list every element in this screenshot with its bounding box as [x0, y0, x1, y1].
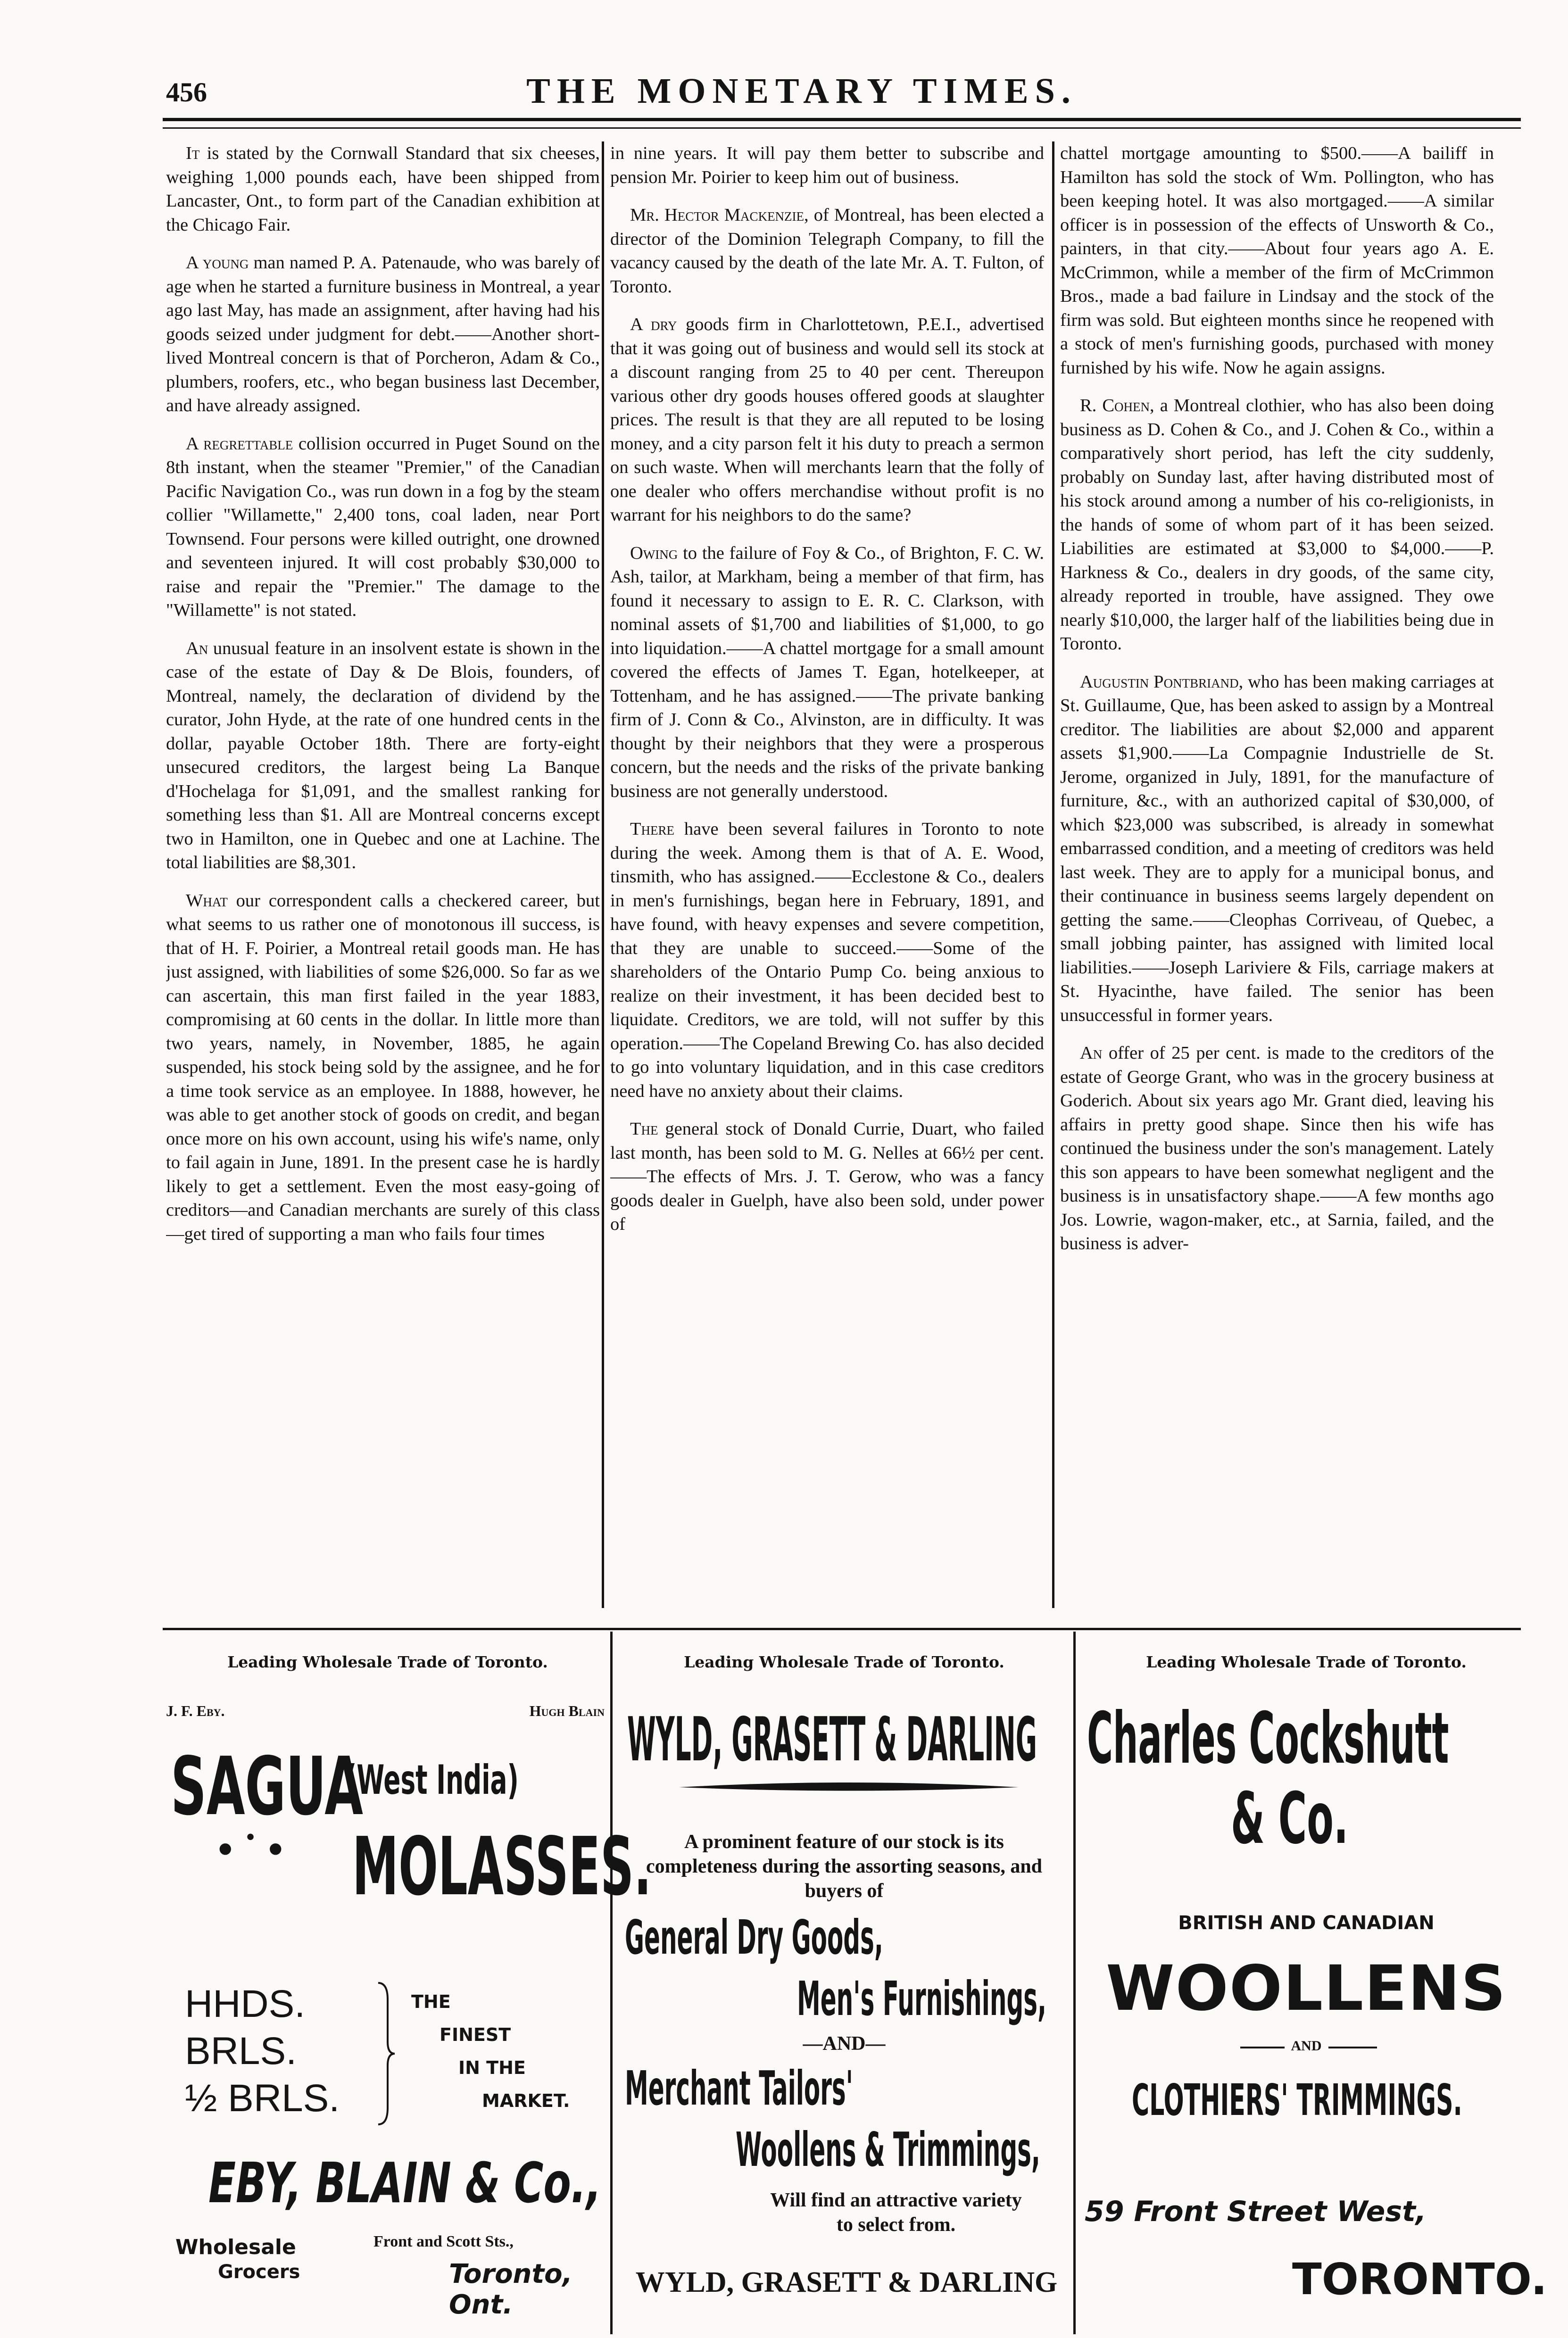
cockshutt-sub: BRITISH AND CANADIAN: [1178, 1912, 1435, 1934]
wyld-and: —AND—: [803, 2033, 886, 2055]
paragraph-lead: A young: [186, 253, 249, 273]
west-india-label: (West India): [345, 1757, 519, 1804]
ad-wyld-grasett: [622, 1679, 1066, 2330]
paragraph-lead: R. Cohen: [1080, 396, 1150, 415]
paragraph-text: to the failure of Foy & Co., of Brighton, F. C. W. Ash, tailor, at Markham, being a member of that firm, has found it necessary to assign to E. R. C. Clarkson, with nominal assets of $1,700 and liabilities of $1,000, to go into liquidation.——A chattel mortgage for a small amount covered the effects of James T. Egan, hotelkeeper, at Tottenham, and he has assigned.——The private banking firm of J. Conn & Co., Alvinston, are in difficulty. It was thought by their neighbors that they were a prosperous concern, but the needs and the risks of the private banking business are not generally understood.: [610, 543, 1044, 801]
paragraph-text: collision occurred in Puget Sound on the 8th instant, when the steamer "Premier," of the Canadian Pacific Navigation Co., was run down in a fog by the steam collier "Willamette," 2,400 tons, coal laden, near Port Townsend. Four persons were killed outright, one drowned and seventeen injured. It will cost probably $30,000 to raise and repair the "Premier." The damage to the "Willamette" is not stated.: [166, 433, 600, 620]
article-paragraph: [610, 1117, 1044, 1236]
paragraph-text: general stock of Donald Currie, Duart, who failed last month, has been sold to M. G. Nelles at 66½ per cent.——The effects of Mrs. J. T. Gerow, who was a fancy goods dealer in Guelph, have also been sold, under power of: [610, 1119, 1044, 1234]
masthead-title: THE MONETARY TIMES.: [526, 71, 1077, 111]
sizes-list: [185, 1981, 340, 2122]
article-paragraph: [1060, 1041, 1494, 1256]
finest-line-3: IN THE: [458, 2057, 526, 2078]
cockshutt-woollens: WOOLLENS: [1106, 1952, 1507, 2025]
size-hhds: HHDS.: [185, 1982, 306, 2025]
paragraph-text: have been several failures in Toronto to note during the week. Among them is that of A. E. Wood, tinsmith, who has assigned.——Ecclestone & Co., dealers in men's furnishings, began here in February, 1891, and have found, with heavy expenses and severe competition, that they are unable to succeed.——Some of the shareholders of the Ontario Pump Co. being anxious to realize on their investment, it has been decided best to liquidate. Creditors, we are told, will not suffer by this operation.——The Copeland Brewing Co. has also decided to go into voluntary liquidation, and in this case creditors need have no anxiety about their claims.: [610, 819, 1044, 1101]
brace-icon: [373, 1981, 397, 2127]
article-column-2: [610, 141, 1044, 1608]
paragraph-text: goods firm in Charlottetown, P.E.I., advertised that it was going out of business and would sell its stock at a discount ranging from 25 to 40 per cent. Thereupon various other dry goods houses offered goods at slaughter prices. The result is that they are all reputed to be losing money, and a city parson felt it his duty to preach a sermon on such waste. When will merchants learn that the folly of one dealer who offers merchandise without profit is no warrant for his neighbors to do the same?: [610, 315, 1044, 525]
dots-ornament-icon: • ˙ •: [218, 1826, 283, 1873]
molasses-heading: MOLASSES.: [352, 1820, 652, 1914]
paragraph-lead: What: [186, 890, 228, 911]
wyld-intro: A prominent feature of our stock is its completeness during the assorting seasons, and buyers of: [646, 1831, 1043, 1902]
paragraph-text: unusual feature in an insolvent estate is shown in the case of the estate of Day & De Blois, founders, of Montreal, namely, the declaration of dividend by the curator, John Hyde, at the rate of one hundred cents in the dollar, payable October 18th. There are forty-eight unsecured creditors, the largest being La Banque d'Hochelaga for $1,091, and the smallest ranking for something less than $1. All are Montreal concerns except two in Hamilton, one in Quebec and one at Lachine. The total liabilities are $8,301.: [166, 638, 600, 872]
paragraph-lead: There: [630, 819, 675, 839]
paragraph-lead: Mr. Hector Mackenzie: [630, 205, 805, 225]
paragraph-lead: A dry: [630, 315, 677, 334]
eby-city: Toronto, Ont.: [449, 2259, 572, 2320]
paragraph-lead: An: [1080, 1043, 1103, 1063]
paragraph-text: man named P. A. Patenaude, who was barely of age when he started a furniture business in Montreal, a year ago last May, has made an assignment, after having had his goods seized under judgment for debt.——Another short-lived Montreal concern is that of Porcheron, Adam & Co., plumbers, roofers, etc., who began business last December, and have already assigned.: [166, 253, 600, 415]
article-paragraph: [1060, 141, 1494, 380]
paragraph-text: , who has been making carriages at St. Guillaume, Que, has been asked to assign by a Montreal creditor. The liabilities are about $2,000 and apparent assets $1,900.——La Compagnie Industrielle de St. Jerome, organized in July, 1891, for the manufacture of furniture, &c., with an authorized capital of $30,000, of which $23,000 was subscribed, is already in somewhat embarrassed condition, and a meeting of creditors was held last week. They are to apply for a municipal bonus, and their continuance in business seems largely dependent on getting the same.——Cleophas Corriveau, of Quebec, a small jobbing painter, has assigned with limited local liabilities.——Joseph Lariviere & Fils, carriage makers at St. Hyacinthe, have failed. The senior has been unsuccessful in former years.: [1060, 672, 1494, 1025]
paragraph-text: offer of 25 per cent. is made to the creditors of the estate of George Grant, who was in the grocery business at Goderich. About six years ago Mr. Grant died, leaving his affairs in pretty good shape. Since then his wife has continued the business under the son's management. Lately this son appears to have been somewhat negligent and the business is in unsatisfactory shape.——A few months ago Jos. Lowrie, wagon-maker, etc., at Sarnia, failed, and the business is adver-: [1060, 1043, 1494, 1253]
paragraph-text: , a Montreal clothier, who has also been doing business as D. Cohen & Co., and J. Cohen & Co., within a comparatively short period, has left the city suddenly, probably on Sunday last, after having distributed most of his stock around among a number of his co-religionists, in the hands of some of whom part of it has been seized. Liabilities are estimated at $3,000 to $4,000.——P. Harkness & Co., dealers in dry goods, of the same city, already reported in trouble, have assigned. They owe nearly $10,000, the larger half of the liabilities being due in Toronto.: [1060, 396, 1494, 654]
article-column-1: [166, 141, 600, 1608]
article-paragraph: [166, 251, 600, 418]
article-paragraph: [166, 637, 600, 875]
paragraph-lead: A regrettable: [186, 433, 293, 454]
swash-rule-icon: [679, 1780, 1019, 1794]
wyld-merchant-tailors: Merchant Tailors': [625, 2061, 853, 2116]
wyld-outro: Will find an attractive variety to select from.: [770, 2189, 1022, 2236]
wyld-mens-furnishings: Men's Furnishings,: [797, 1971, 1047, 2026]
size-half-brls: ½ BRLS.: [185, 2077, 340, 2120]
paragraph-text: is stated by the Cornwall Standard that six cheeses, weighing 1,000 pounds each, have been shipped from Lancaster, Ont., to form part of the Canadian exhibition at the Chicago Fair.: [166, 143, 600, 235]
paragraph-lead: Augustin Pontbriand: [1080, 672, 1239, 692]
ad-section-label-3: Leading Wholesale Trade of Toronto.: [1146, 1653, 1467, 1671]
ad-cockshutt: [1085, 1679, 1547, 2330]
cockshutt-address: 59 Front Street West,: [1085, 2195, 1427, 2228]
paragraph-lead: It: [186, 143, 200, 163]
article-paragraph: [166, 432, 600, 622]
paragraph-lead: An: [186, 638, 208, 658]
ad-section-label-1: Leading Wholesale Trade of Toronto.: [227, 1653, 548, 1671]
sagua-heading: SAGUA: [171, 1740, 363, 1833]
eby-address: Front and Scott Sts.,: [373, 2233, 514, 2250]
finest-line-1: THE: [411, 1991, 451, 2012]
article-paragraph: [1060, 670, 1494, 1028]
paragraph-text: our correspondent calls a checkered career, but what seems to us rather one of monotonous ill success, is that of H. F. Poirier, a Montreal retail goods man. He has just assigned, with liabilities of some $26,000. So far as we can ascertain, this man first failed in the year 1883, compromising at 60 cents in the dollar. In little more than two years, namely, in November, 1885, he again suspended, his stock being sold by the assignee, and he for a time took service as an employee. In 1888, however, he was able to get another stock of goods on credit, and began once more on his own account, using his wife's name, only to fail again in June, 1891. In the present case he is hardly likely to get a settlement. Even the most easy-going of creditors—and Canadian merchants are surely of this class—get tired of supporting a man who fails four times: [166, 890, 600, 1244]
page-number: 456: [166, 77, 207, 108]
wyld-footer: WYLD, GRASETT & DARLING: [635, 2266, 1058, 2298]
article-paragraph: [610, 541, 1044, 804]
ad-divider-1: [610, 1632, 613, 2334]
paragraph-text: in nine years. It will pay them better to subscribe and pension Mr. Poirier to keep him out of business.: [610, 143, 1044, 187]
paragraph-lead: The: [630, 1119, 658, 1139]
eby-blain-firm: EBY, BLAIN & Co.,: [208, 2150, 602, 2215]
article-paragraph: [166, 141, 600, 237]
finest-block: [411, 1985, 609, 2117]
column-divider-1: [602, 141, 604, 1608]
partner-right: Hugh Blain: [529, 1702, 605, 1719]
ad-section-label-2: Leading Wholesale Trade of Toronto.: [684, 1653, 1004, 1671]
header-rule-thick: [163, 118, 1521, 121]
cockshutt-city: TORONTO.: [1292, 2254, 1547, 2305]
ad-eby-blain: [166, 1679, 652, 2330]
article-column-3: [1060, 141, 1494, 1608]
grocers-label: Grocers: [218, 2261, 300, 2283]
cockshutt-co: & Co.: [1231, 1778, 1349, 1860]
ads-rule: [163, 1628, 1521, 1630]
wyld-general-dry-goods: General Dry Goods,: [625, 1910, 883, 1965]
article-paragraph: [166, 889, 600, 1246]
size-brls: BRLS.: [185, 2030, 297, 2073]
cockshutt-and: AND: [1085, 2038, 1528, 2054]
paragraph-text: chattel mortgage amounting to $500.——A bailiff in Hamilton has sold the stock of Wm. Pollington, who has been keeping hotel. It was also mortgaged.——A similar officer is in possession of the effects of Unsworth & Co., painters, in that city.——About four years ago A. E. McCrimmon, while a member of the firm of McCrimmon Bros., made a bad failure in Lindsay and the stock of the firm was sold. But eighteen months since he reopened with a stock of men's furnishing goods, purchased with money furnished by his wife. Now he again assigns.: [1060, 143, 1494, 378]
article-paragraph: [610, 203, 1044, 298]
article-paragraph: [610, 141, 1044, 189]
finest-line-4: MARKET.: [482, 2090, 570, 2111]
cockshutt-name: Charles Cockshutt: [1087, 1698, 1449, 1780]
wholesale-label: Wholesale: [175, 2235, 296, 2259]
article-paragraph: [610, 817, 1044, 1103]
wyld-woollens-trimmings: Woollens & Trimmings,: [736, 2122, 1040, 2177]
finest-line-2: FINEST: [440, 2024, 511, 2045]
article-paragraph: [610, 313, 1044, 527]
paragraph-text: , of Montreal, has been elected a director of the Dominion Telegraph Company, to fill the vacancy caused by the death of the late Mr. A. T. Fulton, of Toronto.: [610, 205, 1044, 297]
article-paragraph: [1060, 394, 1494, 656]
partner-left: J. F. Eby.: [166, 1702, 225, 1719]
paragraph-lead: Owing: [630, 543, 678, 563]
cockshutt-trimmings: CLOTHIERS' TRIMMINGS.: [1132, 2075, 1462, 2125]
wyld-name-heading: WYLD, GRASETT & DARLING: [627, 1705, 1037, 1775]
header-rule-thin: [163, 127, 1521, 129]
column-divider-2: [1052, 141, 1054, 1608]
